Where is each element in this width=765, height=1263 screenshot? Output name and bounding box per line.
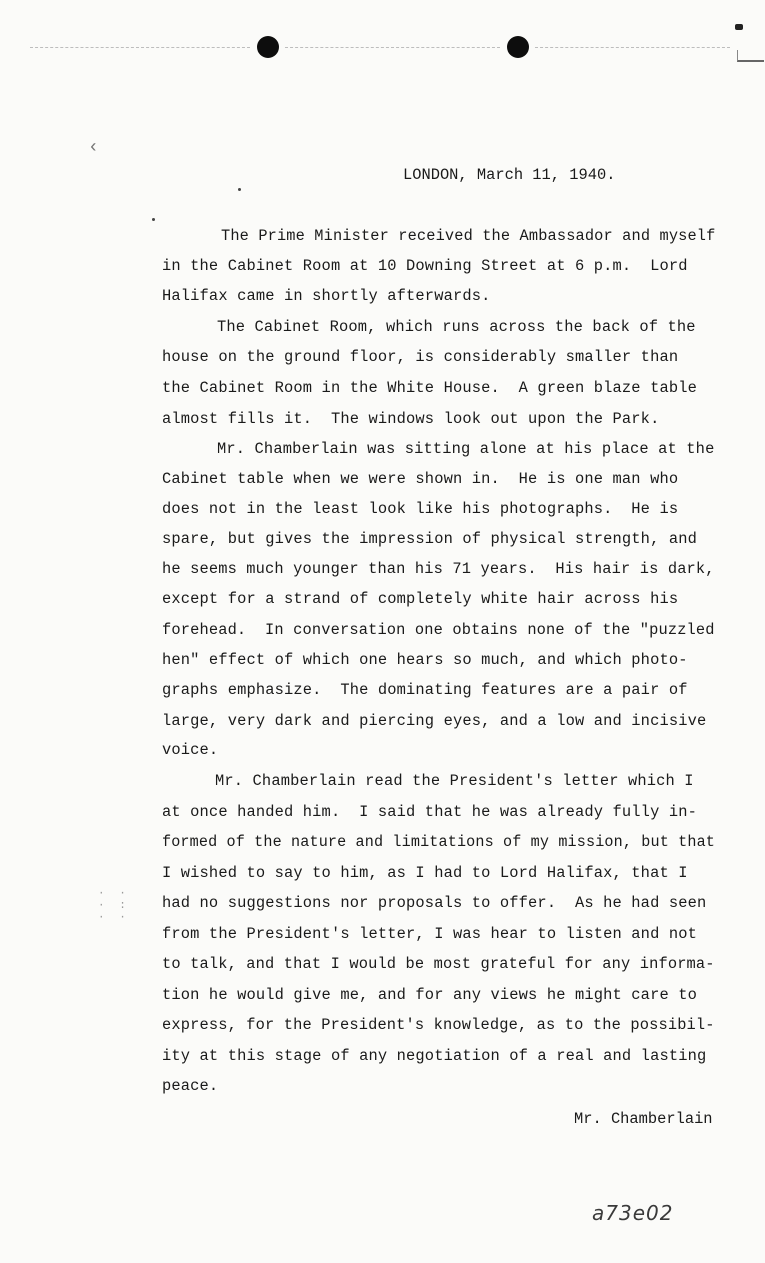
body-line: peace. bbox=[162, 1077, 219, 1095]
body-line: hen" effect of which one hears so much, and which photo- bbox=[162, 651, 688, 669]
catchword: Mr. Chamberlain bbox=[574, 1110, 713, 1128]
body-line: house on the ground floor, is considerably smaller than bbox=[162, 348, 679, 366]
archive-number: a73e02 bbox=[592, 1201, 674, 1225]
fold-line-right bbox=[535, 47, 730, 48]
punch-hole-left bbox=[257, 36, 279, 58]
body-line: Cabinet table when we were shown in. He is one man who bbox=[162, 470, 679, 488]
place-date-heading: LONDON, March 11, 1940. bbox=[403, 166, 616, 184]
body-line: Mr. Chamberlain read the President's letter which I bbox=[215, 772, 694, 790]
body-line: the Cabinet Room in the White House. A green blaze table bbox=[162, 379, 697, 397]
ink-speck bbox=[238, 188, 241, 191]
body-line: except for a strand of completely white hair across his bbox=[162, 590, 679, 608]
margin-mark: ‹ bbox=[88, 138, 99, 158]
fold-line-left bbox=[30, 47, 250, 48]
edge-scratch bbox=[737, 50, 764, 62]
body-line: he seems much younger than his 71 years. His hair is dark, bbox=[162, 560, 715, 578]
body-line: forehead. In conversation one obtains none of the "puzzled bbox=[162, 621, 715, 639]
body-line: almost fills it. The windows look out upon the Park. bbox=[162, 410, 660, 428]
fold-line-middle bbox=[285, 47, 500, 48]
body-line: in the Cabinet Room at 10 Downing Street at 6 p.m. Lord bbox=[162, 257, 688, 275]
punch-hole-right bbox=[507, 36, 529, 58]
body-line: large, very dark and piercing eyes, and a low and incisive bbox=[162, 712, 707, 730]
body-line: tion he would give me, and for any views he might care to bbox=[162, 986, 697, 1004]
body-line: to talk, and that I would be most grateful for any informa- bbox=[162, 955, 715, 973]
body-line: graphs emphasize. The dominating features are a pair of bbox=[162, 681, 688, 699]
body-line: Halifax came in shortly afterwards. bbox=[162, 287, 491, 305]
body-line: The Cabinet Room, which runs across the back of the bbox=[217, 318, 696, 336]
margin-dots: · · · : · · bbox=[98, 888, 130, 924]
body-line: I wished to say to him, as I had to Lord Halifax, that I bbox=[162, 864, 688, 882]
body-line: Mr. Chamberlain was sitting alone at his place at the bbox=[217, 440, 715, 458]
body-line: The Prime Minister received the Ambassador and myself bbox=[221, 227, 716, 245]
ink-speck bbox=[152, 218, 155, 221]
body-line: spare, but gives the impression of physical strength, and bbox=[162, 530, 697, 548]
body-line: ity at this stage of any negotiation of a real and lasting bbox=[162, 1047, 707, 1065]
body-line: at once handed him. I said that he was already fully in- bbox=[162, 803, 697, 821]
body-line: voice. bbox=[162, 741, 219, 759]
edge-mark bbox=[735, 24, 743, 30]
body-line: formed of the nature and limitations of my mission, but that bbox=[162, 833, 716, 851]
body-line: does not in the least look like his photographs. He is bbox=[162, 500, 679, 518]
body-line: had no suggestions nor proposals to offer. As he had seen bbox=[162, 894, 707, 912]
body-line: from the President's letter, I was hear to listen and not bbox=[162, 925, 697, 943]
body-line: express, for the President's knowledge, as to the possibil- bbox=[162, 1016, 715, 1034]
